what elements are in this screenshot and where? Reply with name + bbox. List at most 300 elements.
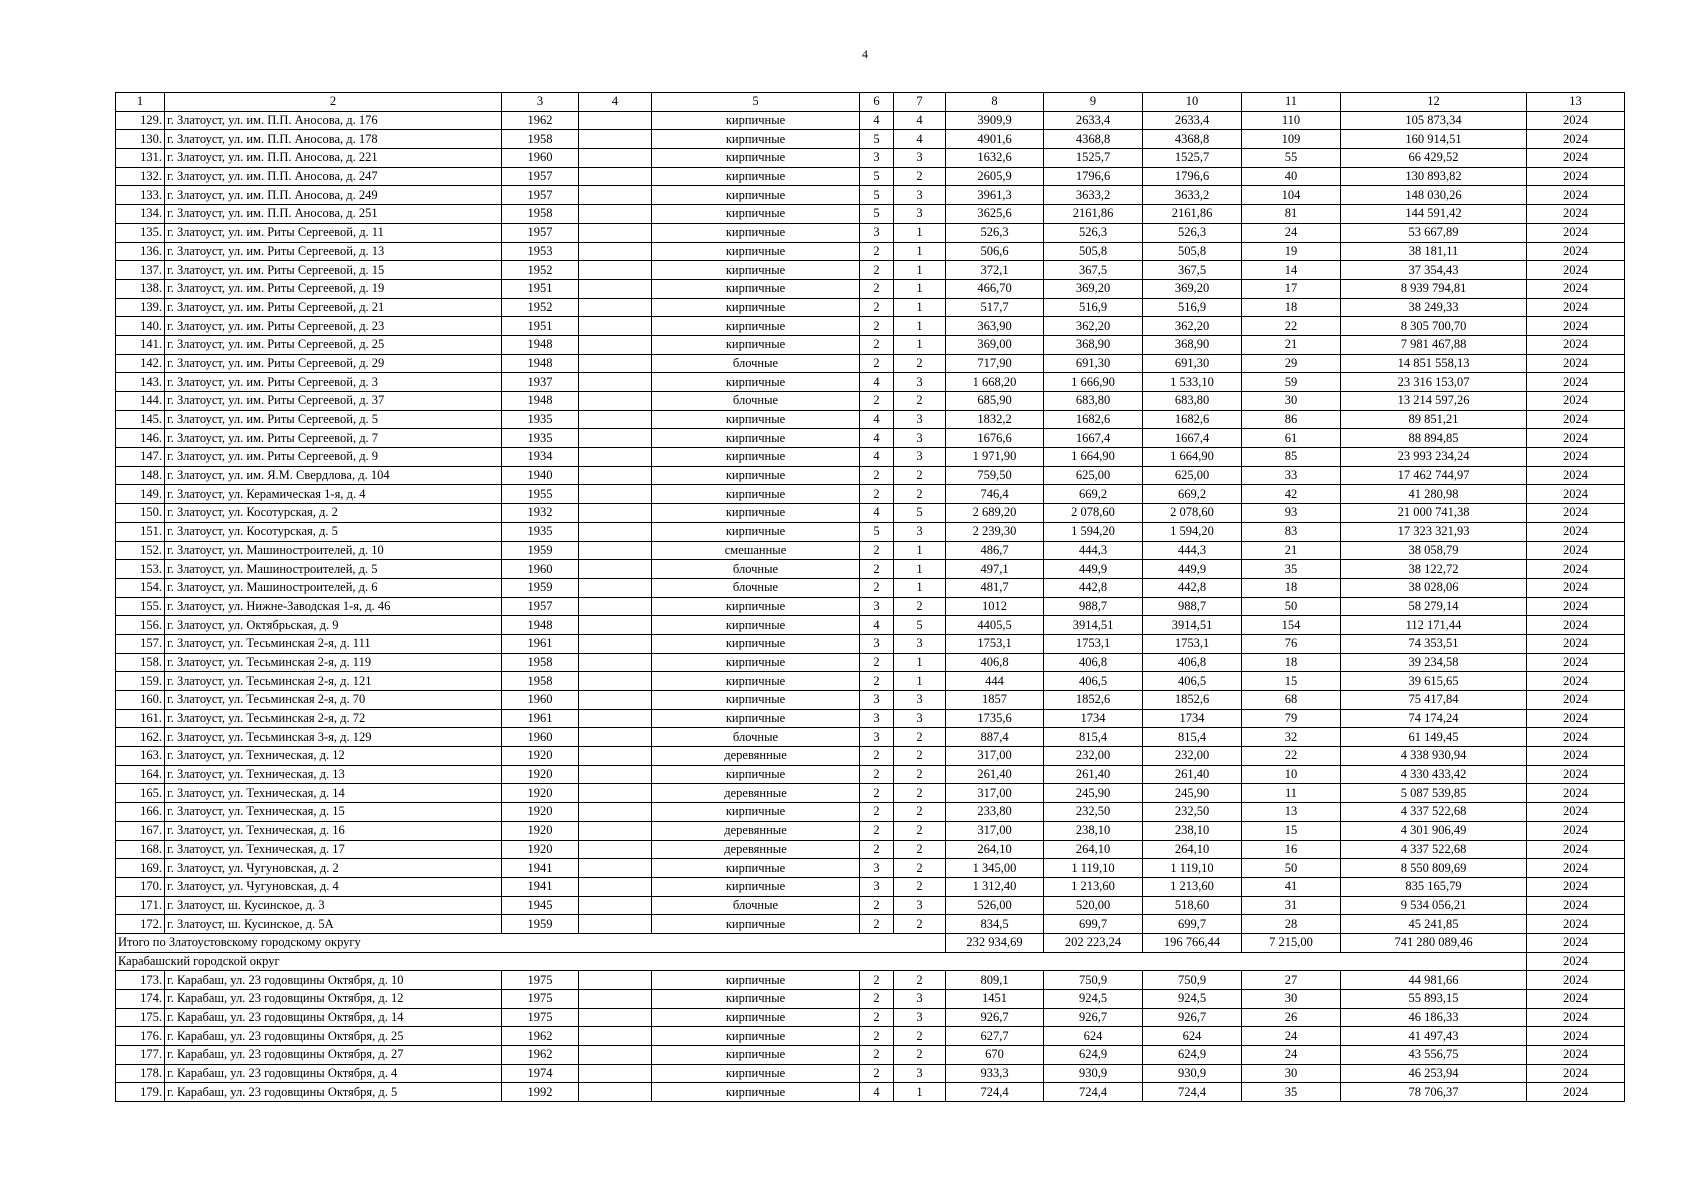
floors-cell: 2 — [860, 466, 894, 485]
entrances-cell: 1 — [894, 279, 946, 298]
wall-material-cell: кирпичные — [652, 261, 860, 280]
floors-cell: 3 — [860, 634, 894, 653]
floors-cell: 5 — [860, 522, 894, 541]
floors-cell: 5 — [860, 167, 894, 186]
total-area-cell: 3625,6 — [946, 205, 1044, 224]
residential-area-cell: 406,8 — [1044, 653, 1143, 672]
wall-material-cell: деревянные — [652, 840, 860, 859]
year-built-cell: 1962 — [502, 1027, 579, 1046]
living-area-cell: 1 664,90 — [1143, 448, 1242, 467]
floors-cell: 2 — [860, 242, 894, 261]
entrances-cell: 5 — [894, 616, 946, 635]
residential-area-cell: 691,30 — [1044, 354, 1143, 373]
floors-cell: 4 — [860, 448, 894, 467]
year-cell: 2024 — [1527, 896, 1625, 915]
row-number-cell: 168. — [116, 840, 165, 859]
residents-cell: 30 — [1242, 1064, 1341, 1083]
cost-cell: 75 417,84 — [1341, 691, 1527, 710]
living-area-cell: 367,5 — [1143, 261, 1242, 280]
residential-area-cell: 1 666,90 — [1044, 373, 1143, 392]
wall-material-cell: блочные — [652, 392, 860, 411]
address-cell: г. Златоуст, ул. Косотурская, д. 2 — [165, 504, 502, 523]
entrances-cell: 2 — [894, 392, 946, 411]
cost-cell: 39 234,58 — [1341, 653, 1527, 672]
year-built-cell: 1932 — [502, 504, 579, 523]
entrances-cell: 1 — [894, 298, 946, 317]
residents-cell: 18 — [1242, 578, 1341, 597]
year-cell: 2024 — [1527, 765, 1625, 784]
entrances-cell: 2 — [894, 597, 946, 616]
total-area-cell: 1 345,00 — [946, 859, 1044, 878]
col-4-cell — [579, 167, 652, 186]
living-area-cell: 238,10 — [1143, 821, 1242, 840]
floors-cell: 2 — [860, 335, 894, 354]
wall-material-cell: кирпичные — [652, 279, 860, 298]
total-area-cell: 887,4 — [946, 728, 1044, 747]
floors-cell: 2 — [860, 317, 894, 336]
wall-material-cell: кирпичные — [652, 111, 860, 130]
total-area-cell: 1857 — [946, 691, 1044, 710]
living-area-cell: 683,80 — [1143, 392, 1242, 411]
year-built-cell: 1975 — [502, 1008, 579, 1027]
address-cell: г. Златоуст, ул. Тесьминская 2-я, д. 111 — [165, 634, 502, 653]
address-cell: г. Златоуст, ул. им. Риты Сергеевой, д. 29 — [165, 354, 502, 373]
residents-cell: 76 — [1242, 634, 1341, 653]
col-4-cell — [579, 634, 652, 653]
total-area-cell: 481,7 — [946, 578, 1044, 597]
living-area-cell: 3914,51 — [1143, 616, 1242, 635]
address-cell: г. Златоуст, ул. Керамическая 1-я, д. 4 — [165, 485, 502, 504]
col-4-cell — [579, 354, 652, 373]
year-built-cell: 1920 — [502, 784, 579, 803]
column-number-7: 7 — [894, 93, 946, 112]
year-built-cell: 1958 — [502, 205, 579, 224]
living-area-cell: 261,40 — [1143, 765, 1242, 784]
residents-cell: 41 — [1242, 877, 1341, 896]
table-row — [116, 466, 1625, 485]
residents-cell: 68 — [1242, 691, 1341, 710]
table-row — [116, 784, 1625, 803]
residential-area-cell: 815,4 — [1044, 728, 1143, 747]
residential-area-cell: 750,9 — [1044, 971, 1143, 990]
row-number-cell: 151. — [116, 522, 165, 541]
entrances-cell: 1 — [894, 578, 946, 597]
row-number-cell: 137. — [116, 261, 165, 280]
residents-cell: 24 — [1242, 223, 1341, 242]
living-area-cell: 1796,6 — [1143, 167, 1242, 186]
col-4-cell — [579, 410, 652, 429]
total-area-cell: 2605,9 — [946, 167, 1044, 186]
year-built-cell: 1961 — [502, 634, 579, 653]
wall-material-cell: кирпичные — [652, 915, 860, 934]
living-area-cell: 3633,2 — [1143, 186, 1242, 205]
wall-material-cell: кирпичные — [652, 130, 860, 149]
living-area-cell: 4368,8 — [1143, 130, 1242, 149]
residential-area-cell: 367,5 — [1044, 261, 1143, 280]
wall-material-cell: кирпичные — [652, 317, 860, 336]
row-number-cell: 146. — [116, 429, 165, 448]
floors-cell: 2 — [860, 298, 894, 317]
residents-cell: 81 — [1242, 205, 1341, 224]
col-4-cell — [579, 1027, 652, 1046]
year-cell: 2024 — [1527, 1008, 1625, 1027]
residential-area-cell: 264,10 — [1044, 840, 1143, 859]
table-row — [116, 205, 1625, 224]
year-cell: 2024 — [1527, 634, 1625, 653]
cost-cell: 74 353,51 — [1341, 634, 1527, 653]
wall-material-cell: блочные — [652, 728, 860, 747]
wall-material-cell: деревянные — [652, 747, 860, 766]
year-cell: 2024 — [1527, 186, 1625, 205]
section-header-row — [116, 952, 1625, 971]
col-4-cell — [579, 709, 652, 728]
wall-material-cell: кирпичные — [652, 522, 860, 541]
address-cell: г. Златоуст, ул. им. Риты Сергеевой, д. 7 — [165, 429, 502, 448]
year-built-cell: 1945 — [502, 896, 579, 915]
col-4-cell — [579, 915, 652, 934]
table-row — [116, 1064, 1625, 1083]
cost-cell: 13 214 597,26 — [1341, 392, 1527, 411]
floors-cell: 2 — [860, 653, 894, 672]
year-cell: 2024 — [1527, 130, 1625, 149]
entrances-cell: 2 — [894, 728, 946, 747]
col-4-cell — [579, 504, 652, 523]
row-number-cell: 161. — [116, 709, 165, 728]
living-area-cell: 406,8 — [1143, 653, 1242, 672]
living-area-cell: 988,7 — [1143, 597, 1242, 616]
cost-cell: 8 939 794,81 — [1341, 279, 1527, 298]
year-built-cell: 1951 — [502, 279, 579, 298]
wall-material-cell: кирпичные — [652, 335, 860, 354]
col-4-cell — [579, 1008, 652, 1027]
year-cell: 2024 — [1527, 522, 1625, 541]
wall-material-cell: кирпичные — [652, 877, 860, 896]
address-cell: г. Златоуст, ул. Нижне-Заводская 1-я, д. 46 — [165, 597, 502, 616]
residential-area-cell: 924,5 — [1044, 990, 1143, 1009]
row-number-cell: 141. — [116, 335, 165, 354]
cost-cell: 4 337 522,68 — [1341, 803, 1527, 822]
entrances-cell: 4 — [894, 111, 946, 130]
residents-cell: 50 — [1242, 597, 1341, 616]
cost-cell: 14 851 558,13 — [1341, 354, 1527, 373]
table-row — [116, 691, 1625, 710]
year-cell: 2024 — [1527, 1083, 1625, 1102]
total-area-cell: 466,70 — [946, 279, 1044, 298]
residential-area-cell: 261,40 — [1044, 765, 1143, 784]
residential-area-cell: 1753,1 — [1044, 634, 1143, 653]
residential-area-cell: 238,10 — [1044, 821, 1143, 840]
row-number-cell: 132. — [116, 167, 165, 186]
col-4-cell — [579, 578, 652, 597]
entrances-cell: 2 — [894, 915, 946, 934]
table-row — [116, 597, 1625, 616]
floors-cell: 3 — [860, 728, 894, 747]
table-row — [116, 504, 1625, 523]
wall-material-cell: кирпичные — [652, 149, 860, 168]
residential-area-cell: 232,00 — [1044, 747, 1143, 766]
residential-area-cell: 1682,6 — [1044, 410, 1143, 429]
table-row — [116, 672, 1625, 691]
residents-cell: 55 — [1242, 149, 1341, 168]
year-built-cell: 1920 — [502, 765, 579, 784]
wall-material-cell: кирпичные — [652, 672, 860, 691]
entrances-cell: 2 — [894, 859, 946, 878]
year-built-cell: 1953 — [502, 242, 579, 261]
living-area-cell: 368,90 — [1143, 335, 1242, 354]
entrances-cell: 1 — [894, 242, 946, 261]
address-cell: г. Златоуст, ул. им. П.П. Аносова, д. 221 — [165, 149, 502, 168]
table-row — [116, 1008, 1625, 1027]
cost-cell: 38 058,79 — [1341, 541, 1527, 560]
wall-material-cell: кирпичные — [652, 616, 860, 635]
row-number-cell: 157. — [116, 634, 165, 653]
wall-material-cell: кирпичные — [652, 1083, 860, 1102]
col-4-cell — [579, 672, 652, 691]
floors-cell: 4 — [860, 429, 894, 448]
row-number-cell: 179. — [116, 1083, 165, 1102]
table-row — [116, 485, 1625, 504]
floors-cell: 4 — [860, 111, 894, 130]
cost-cell: 17 323 321,93 — [1341, 522, 1527, 541]
row-number-cell: 164. — [116, 765, 165, 784]
living-area-cell: 264,10 — [1143, 840, 1242, 859]
total-area-cell: 506,6 — [946, 242, 1044, 261]
year-cell: 2024 — [1527, 504, 1625, 523]
year-built-cell: 1957 — [502, 167, 579, 186]
cost-cell: 43 556,75 — [1341, 1046, 1527, 1065]
year-built-cell: 1957 — [502, 186, 579, 205]
col-4-cell — [579, 1046, 652, 1065]
col-4-cell — [579, 466, 652, 485]
living-area-cell: 245,90 — [1143, 784, 1242, 803]
address-cell: г. Златоуст, ул. им. Я.М. Свердлова, д. 104 — [165, 466, 502, 485]
row-number-cell: 175. — [116, 1008, 165, 1027]
year-cell: 2024 — [1527, 223, 1625, 242]
table-row — [116, 242, 1625, 261]
col-4-cell — [579, 279, 652, 298]
residents-cell: 19 — [1242, 242, 1341, 261]
col-4-cell — [579, 728, 652, 747]
col-4-cell — [579, 205, 652, 224]
column-number-13: 13 — [1527, 93, 1625, 112]
column-number-1: 1 — [116, 93, 165, 112]
living-area-cell: 624,9 — [1143, 1046, 1242, 1065]
year-cell: 2024 — [1527, 410, 1625, 429]
year-built-cell: 1957 — [502, 597, 579, 616]
row-number-cell: 152. — [116, 541, 165, 560]
residents-cell: 79 — [1242, 709, 1341, 728]
cost-cell: 4 338 930,94 — [1341, 747, 1527, 766]
cost-cell: 44 981,66 — [1341, 971, 1527, 990]
row-number-cell: 176. — [116, 1027, 165, 1046]
floors-cell: 2 — [860, 1064, 894, 1083]
total-area-cell: 926,7 — [946, 1008, 1044, 1027]
cost-cell: 144 591,42 — [1341, 205, 1527, 224]
wall-material-cell: кирпичные — [652, 504, 860, 523]
col-4-cell — [579, 971, 652, 990]
entrances-cell: 2 — [894, 466, 946, 485]
residential-area-cell: 1852,6 — [1044, 691, 1143, 710]
year-cell: 2024 — [1527, 298, 1625, 317]
address-cell: г. Златоуст, ул. им. Риты Сергеевой, д. 9 — [165, 448, 502, 467]
year-built-cell: 1958 — [502, 672, 579, 691]
floors-cell: 3 — [860, 691, 894, 710]
year-cell: 2024 — [1527, 485, 1625, 504]
residential-area-cell: 988,7 — [1044, 597, 1143, 616]
total-area-cell: 317,00 — [946, 784, 1044, 803]
residential-area-cell: 1734 — [1044, 709, 1143, 728]
wall-material-cell: кирпичные — [652, 373, 860, 392]
col-4-cell — [579, 298, 652, 317]
total-area-cell: 1676,6 — [946, 429, 1044, 448]
residential-area-cell: 2 078,60 — [1044, 504, 1143, 523]
wall-material-cell: блочные — [652, 354, 860, 373]
living-area-cell: 691,30 — [1143, 354, 1242, 373]
wall-material-cell: смешанные — [652, 541, 860, 560]
residents-cell: 109 — [1242, 130, 1341, 149]
cost-cell: 55 893,15 — [1341, 990, 1527, 1009]
floors-cell: 2 — [860, 990, 894, 1009]
total-label: Итого по Златоустовскому городскому округу — [116, 933, 946, 952]
entrances-cell: 2 — [894, 1027, 946, 1046]
cost-cell: 38 122,72 — [1341, 560, 1527, 579]
residential-area-cell: 1796,6 — [1044, 167, 1143, 186]
total-area-cell: 517,7 — [946, 298, 1044, 317]
row-number-cell: 130. — [116, 130, 165, 149]
address-cell: г. Златоуст, ул. Тесьминская 2-я, д. 119 — [165, 653, 502, 672]
cost-cell: 58 279,14 — [1341, 597, 1527, 616]
year-cell: 2024 — [1527, 709, 1625, 728]
address-cell: г. Златоуст, ул. Чугуновская, д. 2 — [165, 859, 502, 878]
floors-cell: 2 — [860, 485, 894, 504]
total-area-cell: 3909,9 — [946, 111, 1044, 130]
residents-cell: 16 — [1242, 840, 1341, 859]
table-row — [116, 373, 1625, 392]
table-row — [116, 616, 1625, 635]
year-cell: 2024 — [1527, 990, 1625, 1009]
address-cell: г. Златоуст, ул. Тесьминская 3-я, д. 129 — [165, 728, 502, 747]
table-row — [116, 634, 1625, 653]
residents-cell: 26 — [1242, 1008, 1341, 1027]
entrances-cell: 2 — [894, 747, 946, 766]
living-area-cell: 2161,86 — [1143, 205, 1242, 224]
living-area-cell: 926,7 — [1143, 1008, 1242, 1027]
page-number: 4 — [862, 47, 868, 61]
col-4-cell — [579, 840, 652, 859]
address-cell: г. Карабаш, ул. 23 годовщины Октября, д. 25 — [165, 1027, 502, 1046]
table-row — [116, 130, 1625, 149]
wall-material-cell: кирпичные — [652, 803, 860, 822]
col-4-cell — [579, 990, 652, 1009]
wall-material-cell: кирпичные — [652, 597, 860, 616]
total-area-cell: 2 689,20 — [946, 504, 1044, 523]
living-area-cell: 1682,6 — [1143, 410, 1242, 429]
cost-cell: 130 893,82 — [1341, 167, 1527, 186]
col-4-cell — [579, 373, 652, 392]
cost-cell: 112 171,44 — [1341, 616, 1527, 635]
residents-cell: 86 — [1242, 410, 1341, 429]
residents-cell: 22 — [1242, 317, 1341, 336]
year-built-cell: 1961 — [502, 709, 579, 728]
entrances-cell: 2 — [894, 354, 946, 373]
address-cell: г. Златоуст, ул. им. Риты Сергеевой, д. 25 — [165, 335, 502, 354]
col-4-cell — [579, 522, 652, 541]
wall-material-cell: кирпичные — [652, 765, 860, 784]
row-number-cell: 154. — [116, 578, 165, 597]
year-built-cell: 1948 — [502, 354, 579, 373]
table-row — [116, 223, 1625, 242]
year-built-cell: 1952 — [502, 298, 579, 317]
address-cell: г. Златоуст, ул. им. Риты Сергеевой, д. 19 — [165, 279, 502, 298]
floors-cell: 2 — [860, 279, 894, 298]
entrances-cell: 3 — [894, 896, 946, 915]
wall-material-cell: кирпичные — [652, 1046, 860, 1065]
residential-area-cell: 2633,4 — [1044, 111, 1143, 130]
row-number-cell: 169. — [116, 859, 165, 878]
total-area-cell: 526,3 — [946, 223, 1044, 242]
wall-material-cell: кирпичные — [652, 223, 860, 242]
year-cell: 2024 — [1527, 541, 1625, 560]
col-4-cell — [579, 317, 652, 336]
wall-material-cell: блочные — [652, 560, 860, 579]
section-label: Карабашский городской округ — [116, 952, 1527, 971]
total-area-cell: 724,4 — [946, 1083, 1044, 1102]
address-cell: г. Златоуст, ул. Техническая, д. 15 — [165, 803, 502, 822]
row-number-cell: 136. — [116, 242, 165, 261]
address-cell: г. Златоуст, ул. Тесьминская 2-я, д. 72 — [165, 709, 502, 728]
residential-area-cell: 526,3 — [1044, 223, 1143, 242]
residential-area-cell: 3633,2 — [1044, 186, 1143, 205]
residents-cell: 29 — [1242, 354, 1341, 373]
year-built-cell: 1958 — [502, 653, 579, 672]
row-number-cell: 129. — [116, 111, 165, 130]
floors-cell: 5 — [860, 205, 894, 224]
row-number-cell: 140. — [116, 317, 165, 336]
floors-cell: 2 — [860, 1008, 894, 1027]
total-area-cell: 685,90 — [946, 392, 1044, 411]
year-cell: 2024 — [1527, 466, 1625, 485]
housing-register-table — [115, 92, 1625, 1102]
residential-area-cell: 245,90 — [1044, 784, 1143, 803]
residential-area-cell: 1667,4 — [1044, 429, 1143, 448]
table-row — [116, 560, 1625, 579]
table-row — [116, 709, 1625, 728]
floors-cell: 2 — [860, 1027, 894, 1046]
floors-cell: 2 — [860, 541, 894, 560]
year-cell: 2024 — [1527, 429, 1625, 448]
row-number-cell: 134. — [116, 205, 165, 224]
living-area-cell: 232,50 — [1143, 803, 1242, 822]
table-row — [116, 541, 1625, 560]
residents-cell: 17 — [1242, 279, 1341, 298]
wall-material-cell: кирпичные — [652, 429, 860, 448]
residents-cell: 24 — [1242, 1046, 1341, 1065]
floors-cell: 4 — [860, 504, 894, 523]
table-row — [116, 578, 1625, 597]
year-built-cell: 1951 — [502, 317, 579, 336]
cost-cell: 4 330 433,42 — [1341, 765, 1527, 784]
column-number-9: 9 — [1044, 93, 1143, 112]
total-area-cell: 4901,6 — [946, 130, 1044, 149]
floors-cell: 2 — [860, 971, 894, 990]
entrances-cell: 3 — [894, 522, 946, 541]
total-area-cell: 317,00 — [946, 821, 1044, 840]
col-4-cell — [579, 803, 652, 822]
table-row — [116, 149, 1625, 168]
year-built-cell: 1948 — [502, 392, 579, 411]
address-cell: г. Златоуст, ул. Техническая, д. 16 — [165, 821, 502, 840]
total-area-cell: 1451 — [946, 990, 1044, 1009]
